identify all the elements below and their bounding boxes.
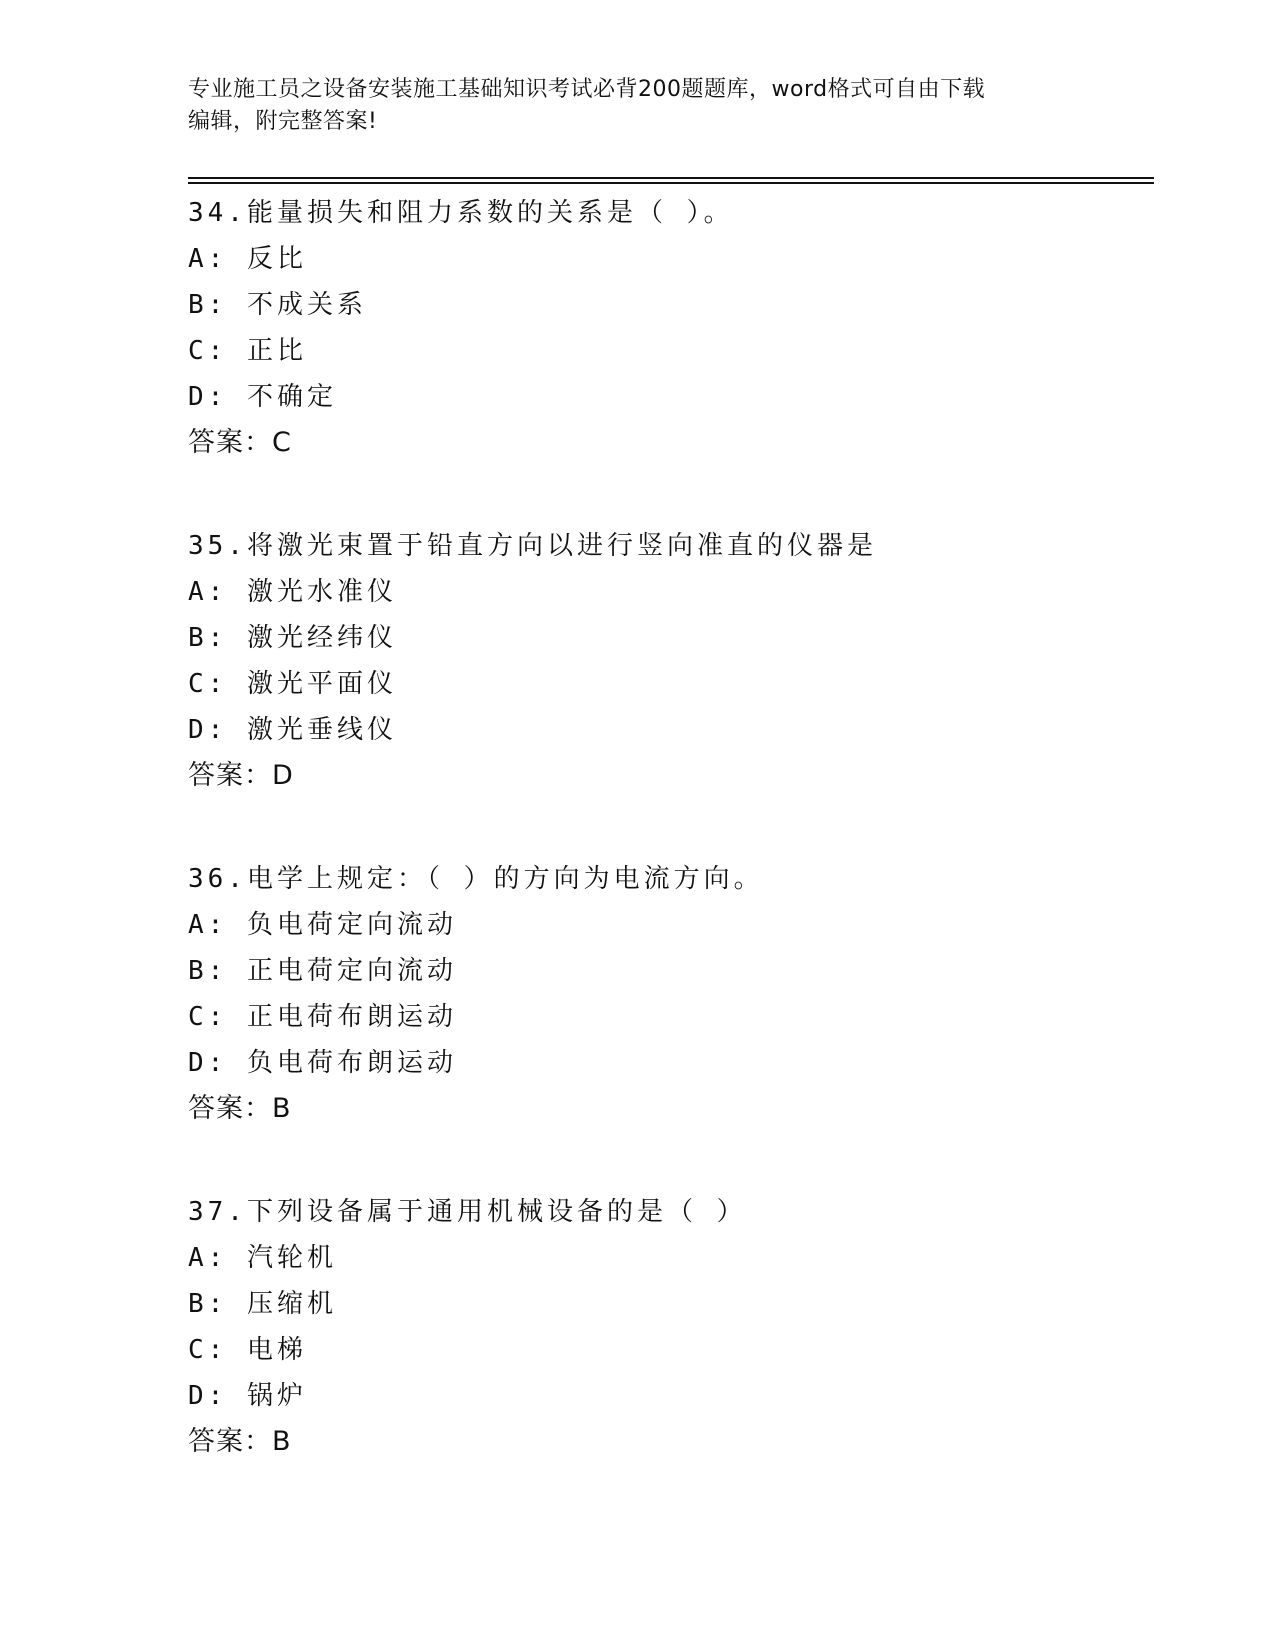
option-a: A: 负电荷定向流动 [188, 910, 457, 940]
question-text: 37.下列设备属于通用机械设备的是（ ） [188, 1197, 747, 1227]
option-d: D: 不确定 [188, 382, 337, 412]
option-c: C: 正电荷布朗运动 [188, 1002, 457, 1032]
option-b: B: 正电荷定向流动 [188, 956, 457, 986]
answer-text: 答案：D [188, 760, 294, 791]
option-c: C: 正比 [188, 336, 307, 366]
option-a: A: 激光水准仪 [188, 577, 397, 607]
option-a: A: 汽轮机 [188, 1243, 337, 1273]
question-35 [188, 523, 1148, 799]
header-title-line-1: 专业施工员之设备安装施工基础知识考试必背200题题库，word格式可自由下载 [188, 77, 986, 102]
option-d: D: 负电荷布朗运动 [188, 1048, 457, 1078]
answer-text: 答案：B [188, 1426, 292, 1457]
question-36 [188, 856, 1148, 1132]
option-d: D: 锅炉 [188, 1381, 307, 1411]
question-text: 34.能量损失和阻力系数的关系是（ ）。 [188, 198, 734, 228]
header-title-line-2: 编辑，附完整答案! [188, 109, 378, 134]
document-header [188, 74, 1068, 138]
option-c: C: 电梯 [188, 1335, 307, 1365]
option-c: C: 激光平面仪 [188, 669, 397, 699]
question-text: 36.电学上规定：（ ）的方向为电流方向。 [188, 864, 764, 894]
header-divider-bottom [188, 182, 1154, 184]
option-d: D: 激光垂线仪 [188, 715, 397, 745]
option-b: B: 不成关系 [188, 290, 367, 320]
option-a: A: 反比 [188, 244, 307, 274]
answer-text: 答案：C [188, 427, 292, 458]
question-34 [188, 190, 1148, 466]
question-text: 35.将激光束置于铅直方向以进行竖向准直的仪器是 [188, 531, 877, 561]
header-divider-top [188, 177, 1154, 179]
question-37 [188, 1189, 1148, 1465]
option-b: B: 激光经纬仪 [188, 623, 397, 653]
answer-text: 答案：B [188, 1093, 292, 1124]
option-b: B: 压缩机 [188, 1289, 337, 1319]
question-list [188, 190, 1148, 1522]
